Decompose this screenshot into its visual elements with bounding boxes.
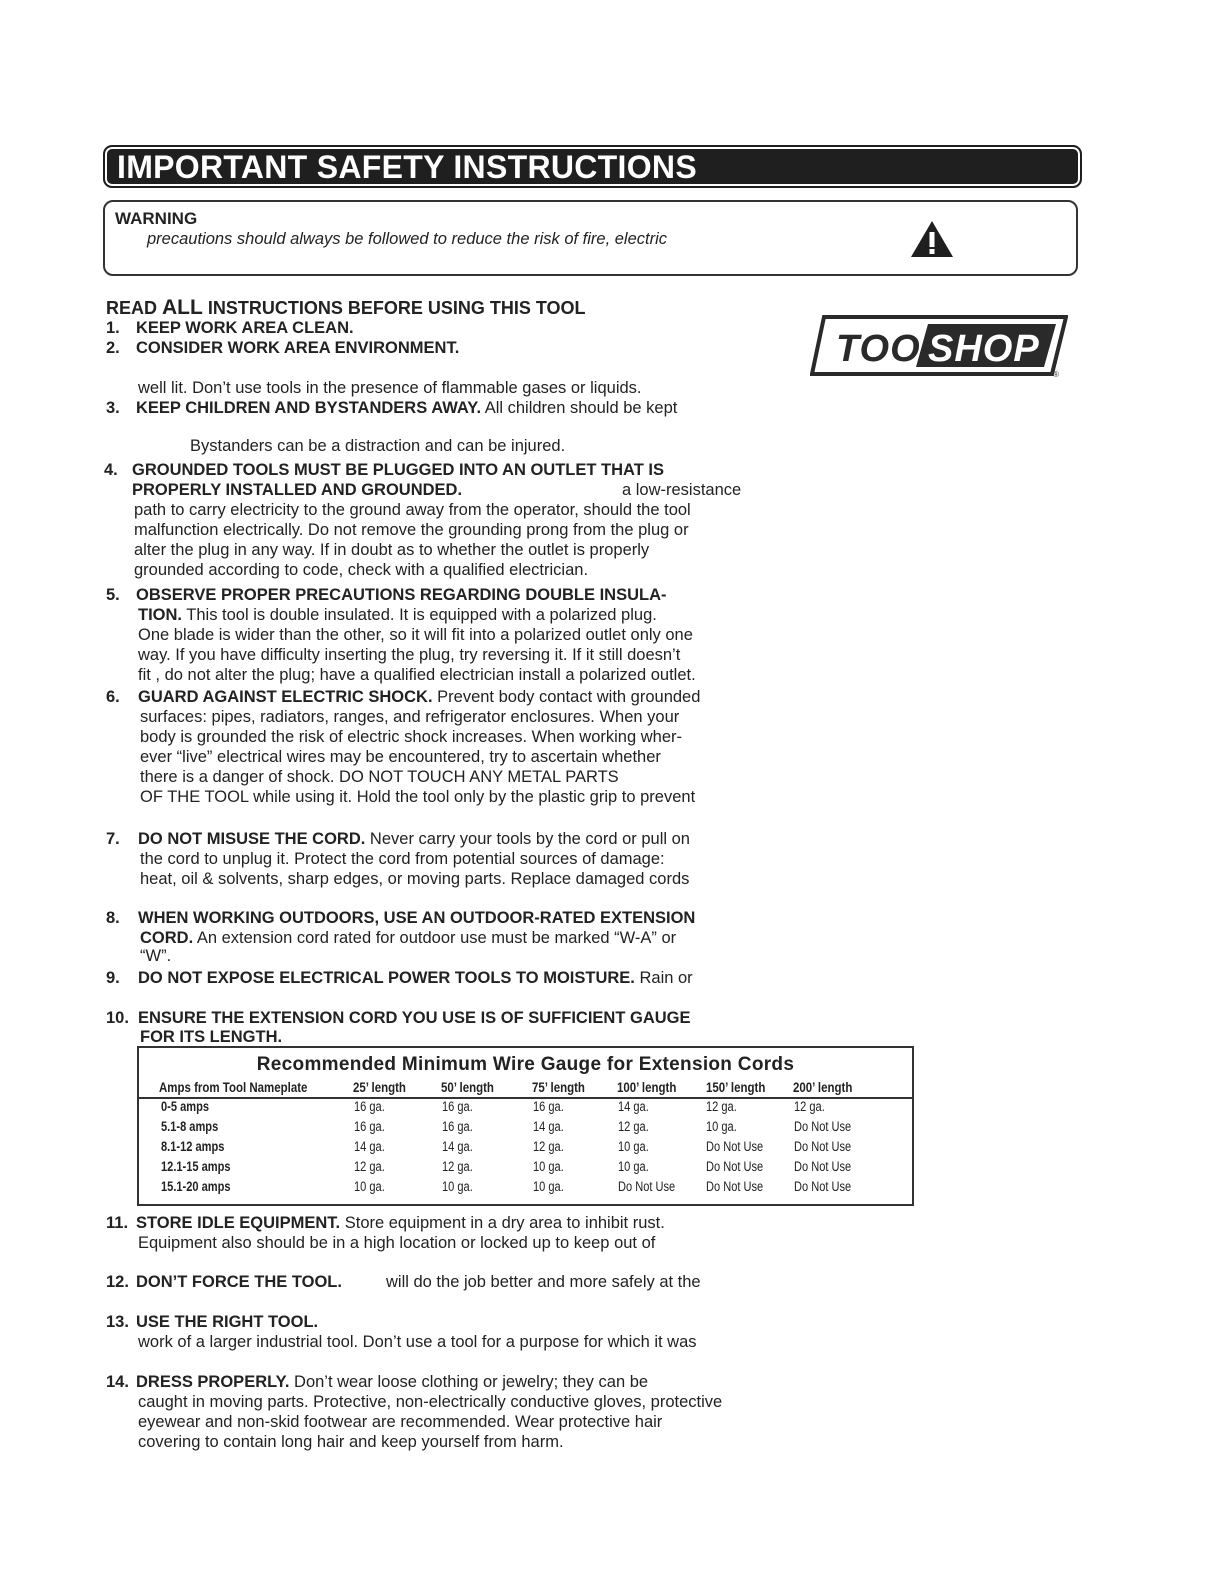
table-cell: Do Not Use: [794, 1159, 852, 1174]
item-2-number: 2.: [106, 339, 120, 357]
item-8-line: CORD. An extension cord rated for outdoor use must be marked “W-A” or: [140, 929, 677, 947]
item-10-title-2: FOR ITS LENGTH.: [140, 1028, 283, 1046]
item-5-title-1: OBSERVE PROPER PRECAUTIONS REGARDING DOUBLE INSULA-: [136, 586, 667, 604]
table-cell: Do Not Use: [706, 1159, 764, 1174]
item-8-text: “W”.: [140, 947, 172, 965]
item-4-text: alter the plug in any way. If in doubt as to whether the outlet is properly: [134, 541, 650, 559]
item-11-number: 11.: [106, 1214, 129, 1232]
item-7-number: 7.: [106, 830, 120, 848]
table-cell: Do Not Use: [794, 1179, 852, 1194]
item-12-title: DON’T FORCE THE TOOL.: [136, 1273, 342, 1291]
table-header: Amps from Tool Nameplate: [159, 1079, 308, 1095]
table-cell: 12 ga.: [533, 1139, 564, 1154]
table-cell: 10 ga.: [706, 1119, 737, 1134]
table-row-label: 8.1-12 amps: [161, 1139, 225, 1154]
item-6-text: surfaces: pipes, radiators, ranges, and refrigerator enclosures. When your: [140, 708, 680, 726]
table-header: 75’ length: [532, 1079, 585, 1095]
item-13-title: USE THE RIGHT TOOL.: [136, 1313, 319, 1331]
table-cell: 14 ga.: [533, 1119, 564, 1134]
item-5-number: 5.: [106, 586, 120, 604]
item-5-line: TION. This tool is double insulated. It is equipped with a polarized plug.: [138, 606, 657, 624]
warning-text: precautions should always be followed to reduce the risk of fire, electric: [147, 230, 668, 248]
table-cell: 16 ga.: [442, 1099, 473, 1114]
item-5-text: One blade is wider than the other, so it will fit into a polarized outlet only one: [138, 626, 693, 644]
item-13-text: work of a larger industrial tool. Don’t use a tool for a purpose for which it was: [138, 1333, 697, 1351]
item-4-text: malfunction electrically. Do not remove the grounding prong from the plug or: [134, 521, 689, 539]
table-header: 200’ length: [793, 1079, 853, 1095]
table-cell: 12 ga.: [354, 1159, 385, 1174]
title-banner: [103, 145, 1082, 188]
warning-box: [103, 200, 1078, 276]
tool-shop-logo: [810, 314, 1068, 380]
item-6-number: 6.: [106, 688, 120, 706]
item-8-title-1: WHEN WORKING OUTDOORS, USE AN OUTDOOR-RATED EXTENSION: [138, 909, 696, 927]
table-cell: 12 ga.: [442, 1159, 473, 1174]
table-cell: 16 ga.: [354, 1099, 385, 1114]
table-cell: Do Not Use: [794, 1139, 852, 1154]
item-6-text: ever “live” electrical wires may be encountered, try to ascertain whether: [140, 748, 661, 766]
table-cell: 10 ga.: [354, 1179, 385, 1194]
item-3-line: KEEP CHILDREN AND BYSTANDERS AWAY. All children should be kept: [136, 399, 678, 417]
table-cell: 14 ga.: [354, 1139, 385, 1154]
svg-text:TOOL: TOOL: [836, 328, 945, 370]
item-2-title: CONSIDER WORK AREA ENVIRONMENT.: [136, 339, 460, 357]
item-14-text: caught in moving parts. Protective, non-electrically conductive gloves, protective: [138, 1393, 723, 1411]
svg-text:SHOP: SHOP: [928, 328, 1040, 370]
table-cell: 12 ga.: [706, 1099, 737, 1114]
table-row-label: 5.1-8 amps: [161, 1119, 219, 1134]
wire-gauge-table: [137, 1046, 914, 1206]
table-cell: 14 ga.: [442, 1139, 473, 1154]
table-cell: 12 ga.: [794, 1099, 825, 1114]
read-all-heading: READ ALL INSTRUCTIONS BEFORE USING THIS TOOL: [106, 296, 586, 319]
item-4-text-tail: a low-resistance: [622, 481, 742, 499]
item-5-text: fit , do not alter the plug; have a qualified electrician install a polarized outlet.: [138, 666, 696, 684]
warning-triangle-icon: [910, 219, 954, 259]
table-cell: 16 ga.: [354, 1119, 385, 1134]
item-7-text: heat, oil & solvents, sharp edges, or moving parts. Replace damaged cords: [140, 870, 690, 888]
item-7-line: DO NOT MISUSE THE CORD. Never carry your tools by the cord or pull on: [138, 830, 690, 848]
table-header: 25’ length: [353, 1079, 406, 1095]
table-cell: 16 ga.: [533, 1099, 564, 1114]
table-cell: Do Not Use: [706, 1179, 764, 1194]
table-cell: 14 ga.: [618, 1099, 649, 1114]
table-cell: 10 ga.: [442, 1179, 473, 1194]
item-1-title: KEEP WORK AREA CLEAN.: [136, 319, 354, 337]
table-row-label: 12.1-15 amps: [161, 1159, 231, 1174]
item-12-text: will do the job better and more safely at the: [386, 1273, 701, 1291]
table-row-label: 0-5 amps: [161, 1099, 209, 1114]
item-14-line: DRESS PROPERLY. Don’t wear loose clothing or jewelry; they can be: [136, 1373, 649, 1391]
table-title: Recommended Minimum Wire Gauge for Extension Cords: [256, 1054, 795, 1075]
item-11-line: STORE IDLE EQUIPMENT. Store equipment in a dry area to inhibit rust.: [136, 1214, 665, 1232]
item-14-text: covering to contain long hair and keep yourself from harm.: [138, 1433, 564, 1451]
item-1-number: 1.: [106, 319, 120, 337]
item-2-text: well lit. Don’t use tools in the presence of flammable gases or liquids.: [138, 379, 642, 397]
table-header: 100’ length: [617, 1079, 677, 1095]
warning-title: WARNING: [115, 209, 198, 228]
page-title: IMPORTANT SAFETY INSTRUCTIONS: [117, 149, 697, 185]
item-6-line: GUARD AGAINST ELECTRIC SHOCK. Prevent body contact with grounded: [138, 688, 701, 706]
item-9-number: 9.: [106, 969, 120, 987]
item-3-number: 3.: [106, 399, 120, 417]
item-4-title-1: GROUNDED TOOLS MUST BE PLUGGED INTO AN OUTLET THAT IS: [132, 461, 664, 479]
item-4-number: 4.: [104, 461, 118, 479]
table-cell: 10 ga.: [618, 1159, 649, 1174]
table-header: 150’ length: [706, 1079, 766, 1095]
item-14-text: eyewear and non-skid footwear are recommended. Wear protective hair: [138, 1413, 663, 1431]
item-3-text: Bystanders can be a distraction and can be injured.: [190, 437, 566, 455]
table-cell: 10 ga.: [533, 1159, 564, 1174]
item-11-text: Equipment also should be in a high location or locked up to keep out of: [138, 1234, 656, 1252]
item-4-text: grounded according to code, check with a qualified electrician.: [134, 561, 589, 579]
item-12-number: 12.: [106, 1273, 129, 1291]
item-7-text: the cord to unplug it. Protect the cord from potential sources of damage:: [140, 850, 665, 868]
item-10-number: 10.: [106, 1009, 129, 1027]
item-6-text: OF THE TOOL while using it. Hold the tool only by the plastic grip to prevent: [140, 788, 696, 806]
item-6-text: there is a danger of shock. DO NOT TOUCH ANY METAL PARTS: [140, 768, 619, 786]
item-14-number: 14.: [106, 1373, 129, 1391]
table-cell: Do Not Use: [618, 1179, 676, 1194]
item-6-text: body is grounded the risk of electric shock increases. When working wher-: [140, 728, 682, 746]
table-cell: 12 ga.: [618, 1119, 649, 1134]
table-cell: Do Not Use: [794, 1119, 852, 1134]
table-header: 50’ length: [441, 1079, 494, 1095]
table-cell: Do Not Use: [706, 1139, 764, 1154]
item-13-number: 13.: [106, 1313, 129, 1331]
item-10-title-1: ENSURE THE EXTENSION CORD YOU USE IS OF SUFFICIENT GAUGE: [138, 1009, 691, 1027]
table-cell: 10 ga.: [618, 1139, 649, 1154]
item-8-number: 8.: [106, 909, 120, 927]
table-cell: 16 ga.: [442, 1119, 473, 1134]
item-5-text: way. If you have difficulty inserting the plug, try reversing it. If it still doesn’t: [138, 646, 681, 664]
svg-text:®: ®: [1053, 370, 1059, 379]
table-cell: 10 ga.: [533, 1179, 564, 1194]
item-4-text: path to carry electricity to the ground away from the operator, should the tool: [134, 501, 691, 519]
item-9-line: DO NOT EXPOSE ELECTRICAL POWER TOOLS TO MOISTURE. Rain or: [138, 969, 693, 987]
item-4-title-2: PROPERLY INSTALLED AND GROUNDED.: [132, 481, 463, 499]
table-row-label: 15.1-20 amps: [161, 1179, 231, 1194]
